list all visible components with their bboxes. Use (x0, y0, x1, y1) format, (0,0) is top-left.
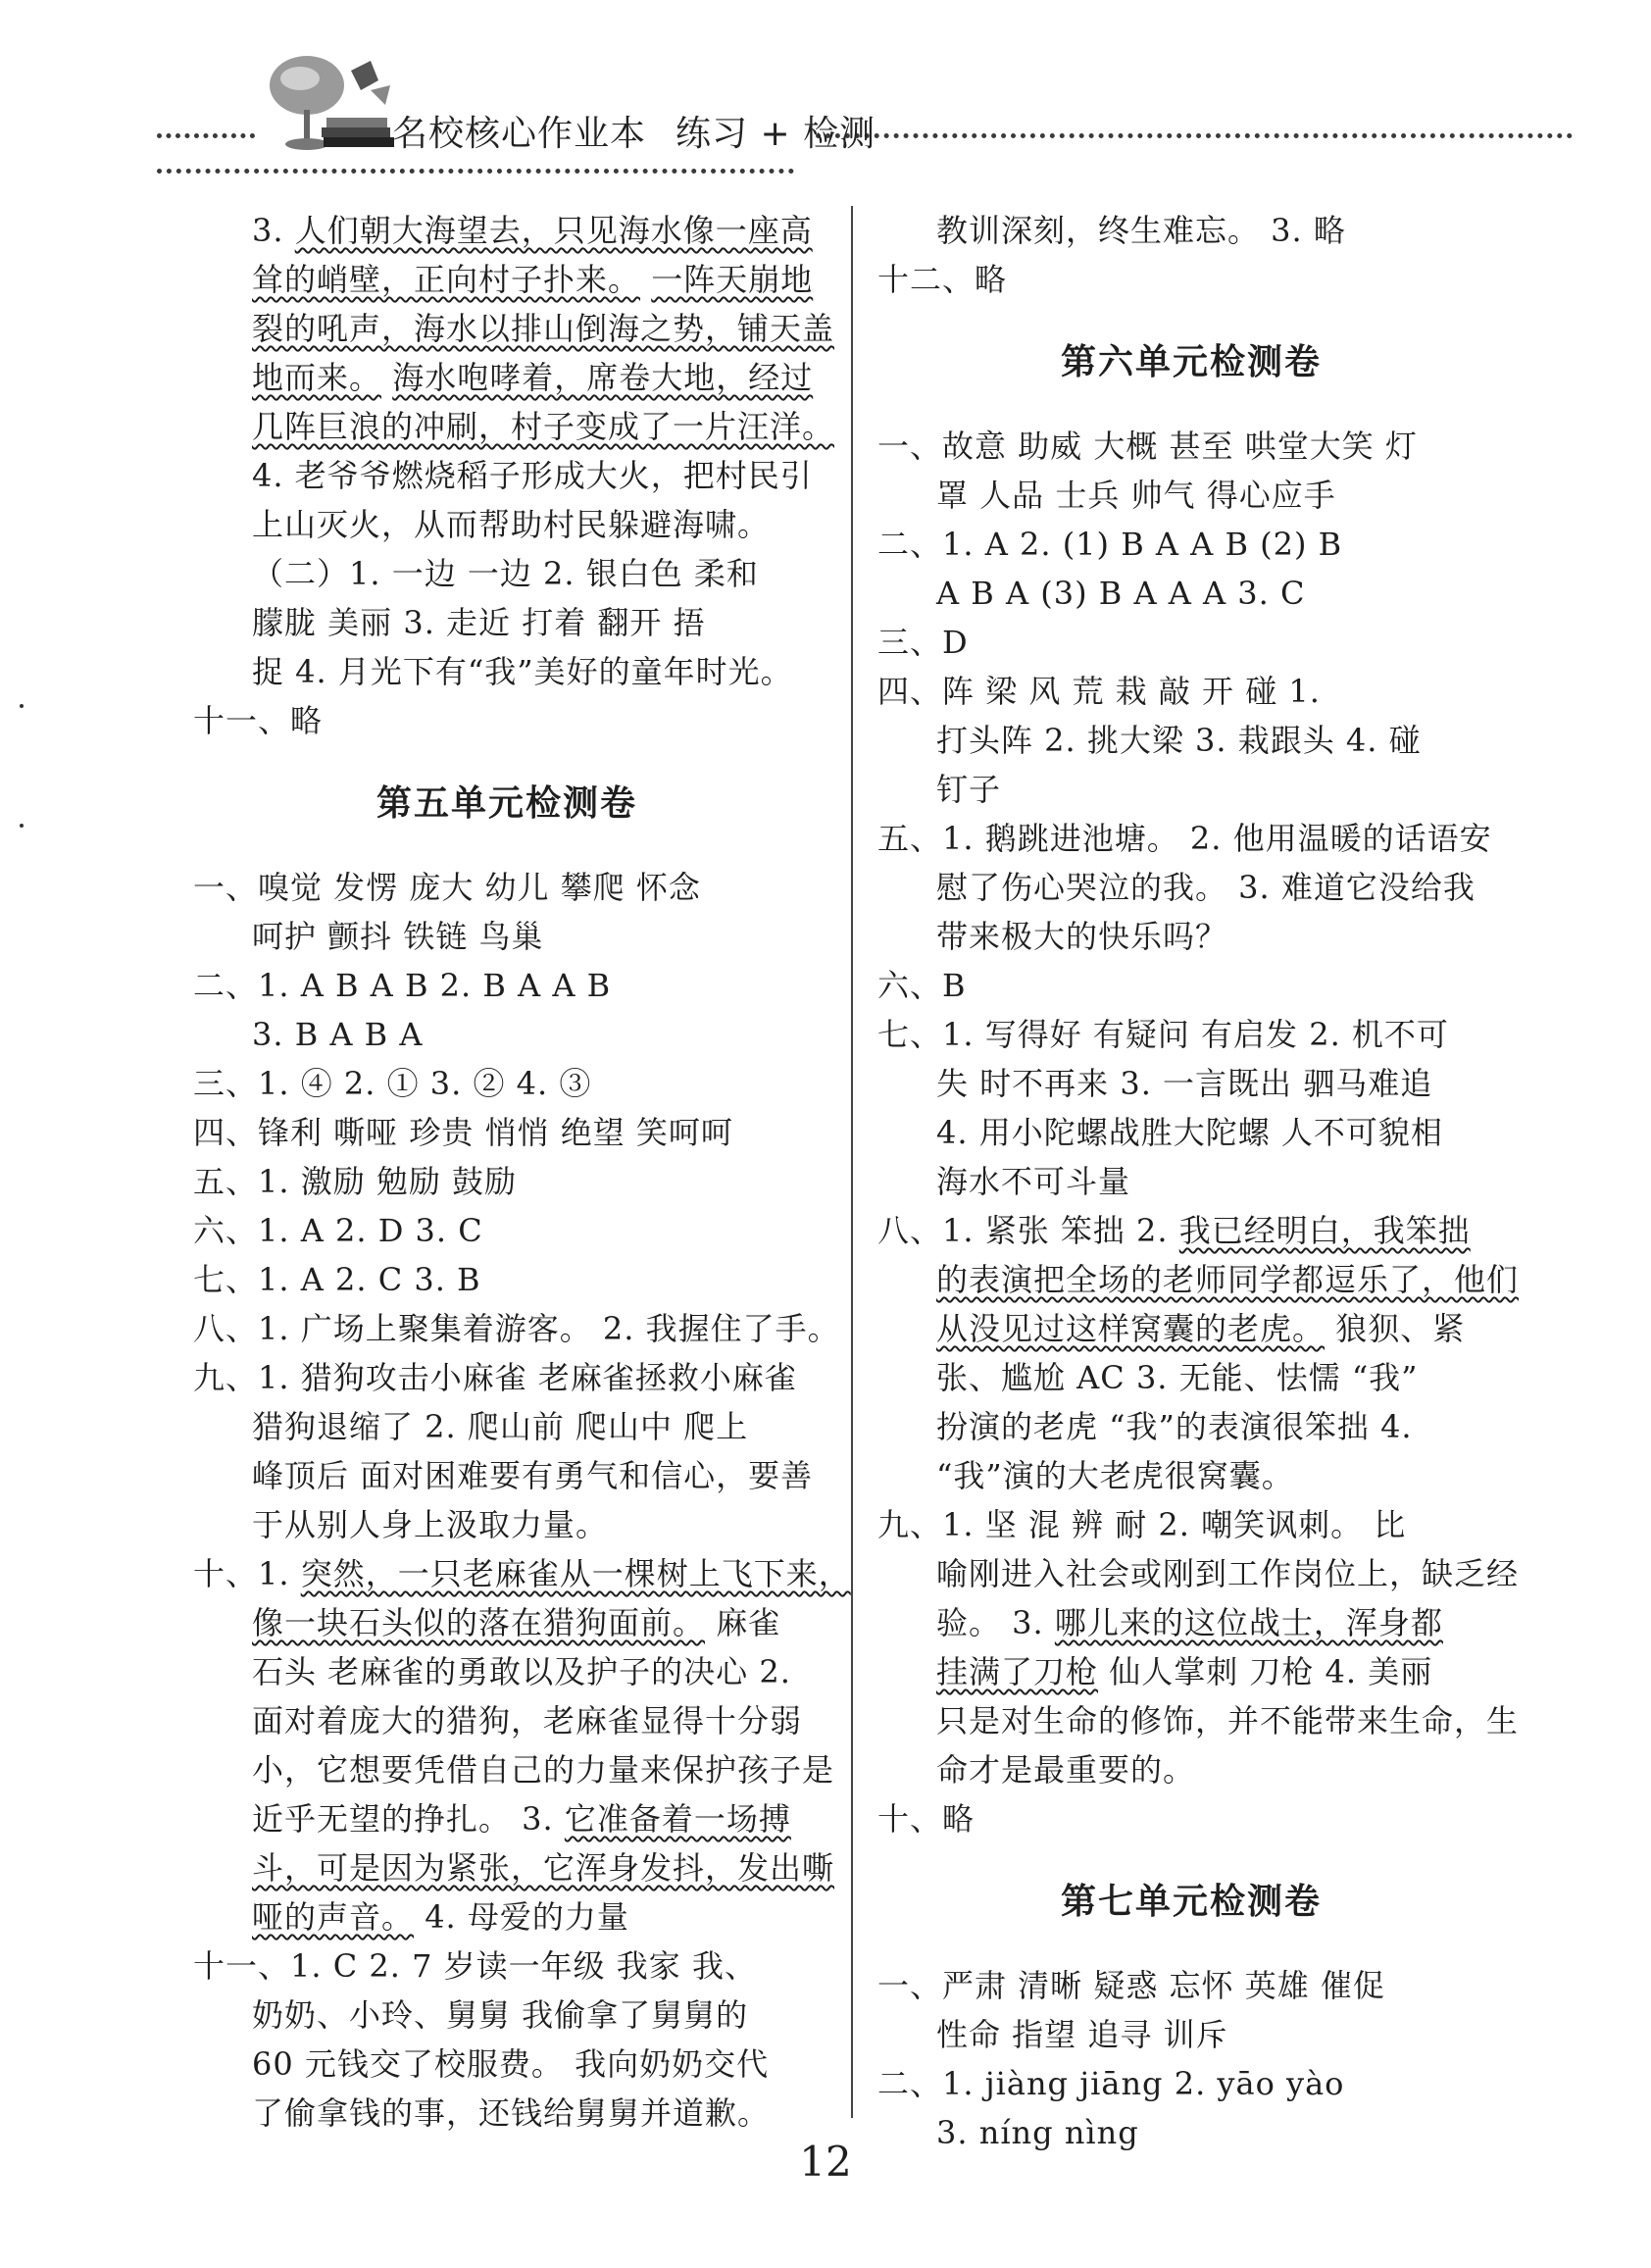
header-brand-title: 名校核心作业本 (392, 114, 647, 154)
text-segment: 罩 人品 士兵 帅气 得心应手 (936, 477, 1336, 514)
answer-line (193, 255, 821, 304)
text-segment: 八、1. 广场上聚集着游客。 2. 我握住了手。 (193, 1310, 840, 1347)
text-segment: 4. 用小陀螺战胜大陀螺 人不可貌相 (936, 1114, 1443, 1151)
text-segment: 五、1. 激励 勉励 鼓励 (193, 1163, 518, 1200)
text-segment: 十一、1. C 2. 7 岁读一年级 我家 我、 (193, 1947, 757, 1985)
text-segment: 七、1. A 2. C 3. B (193, 1261, 481, 1298)
answer-line (877, 716, 1505, 765)
underlined-text: 哪儿来的这位战士，浑身都 (1054, 1604, 1443, 1641)
underlined-text: 人们朝大海望去，只见海水像一座高 (294, 212, 813, 249)
text-segment: 朦胧 美丽 3. 走近 打着 翻开 捂 (252, 604, 706, 641)
text-segment: 九、1. 坚 混 辨 耐 2. 嘲笑讽刺。 比 (877, 1506, 1407, 1543)
answer-line (877, 1745, 1505, 1794)
left-column (193, 206, 851, 2138)
underlined-text: 像一块石头似的落在猎狗面前。 (252, 1604, 706, 1641)
answer-line (193, 1255, 821, 1304)
text-segment: 钉子 (936, 771, 1002, 808)
text-segment: 了偷拿钱的事，还钱给舅舅并道歉。 (252, 2094, 771, 2132)
right-column (877, 206, 1520, 2157)
answer-line (877, 1696, 1520, 1745)
text-segment: “我”演的大老虎很窝囊。 (936, 1457, 1294, 1494)
underlined-text: 斗，可是因为紧张，它浑身发抖，发出嘶 (252, 1849, 835, 1887)
text-segment: 一、嗅觉 发愣 庞大 幼儿 攀爬 怀念 (193, 869, 701, 906)
answer-line (877, 1402, 1505, 1451)
answer-line (193, 1696, 821, 1745)
header-dots-right (816, 133, 1573, 138)
text-segment: 60 元钱交了校服费。 我向奶奶交代 (252, 2045, 770, 2083)
answer-line (877, 1255, 1520, 1304)
answer-line (193, 696, 821, 745)
answer-line (193, 1402, 821, 1451)
answer-line (877, 1549, 1520, 1598)
section-title: 第七单元检测卷 (1060, 1882, 1322, 1922)
answer-line (877, 1108, 1505, 1157)
header-brand (392, 106, 905, 156)
answer-line (877, 206, 1505, 255)
text-segment: 二、1. jiàng jiāng 2. yāo yào (877, 2065, 1345, 2102)
text-segment: 六、1. A 2. D 3. C (193, 1212, 483, 1249)
text-segment: 仙人掌刺 刀枪 4. 美丽 (1098, 1653, 1433, 1690)
column-divider (851, 206, 853, 2118)
text-segment: （二）1. 一边 一边 2. 银白色 柔和 (252, 555, 759, 592)
text-segment: 捉 4. 月光下有“我”美好的童年时光。 (252, 653, 793, 690)
answer-line (877, 2059, 1505, 2108)
answer-line (193, 647, 821, 696)
answer-line (877, 1794, 1505, 1843)
text-segment: 3. B A B A (252, 1016, 424, 1053)
text-segment: 二、1. A B A B 2. B A A B (193, 967, 612, 1004)
answer-line (877, 1157, 1505, 1206)
text-segment: 十二、略 (877, 261, 1008, 298)
text-segment: 三、D (877, 624, 969, 661)
answer-line (193, 863, 821, 912)
text-segment (640, 261, 651, 298)
answer-line (877, 1206, 1505, 1255)
answer-line (877, 765, 1505, 814)
margin-mark (20, 824, 24, 828)
answer-line (877, 1451, 1505, 1500)
underlined-text: 地而来。 (252, 359, 382, 396)
text-segment: 4. 母爱的力量 (414, 1898, 629, 1936)
answer-line (193, 1598, 821, 1647)
answer-line (193, 2089, 821, 2138)
header-dots-bottom (157, 169, 794, 174)
underlined-text: 海水咆哮着，席卷大地，经过 (392, 359, 814, 396)
answer-line (193, 206, 821, 255)
answer-line (193, 912, 821, 961)
answer-line (877, 667, 1505, 716)
answer-line (877, 912, 1505, 961)
answer-line (193, 451, 821, 500)
answer-line (877, 2010, 1505, 2059)
text-segment: 峰顶后 面对困难要有勇气和信心，要善 (252, 1457, 814, 1494)
text-segment: 一、故意 助威 大概 甚至 哄堂大笑 灯 (877, 428, 1418, 465)
text-segment: 验。 3. (936, 1604, 1055, 1641)
answer-line (877, 569, 1505, 618)
text-segment: A B A (3) B A A A 3. C (936, 575, 1306, 612)
answer-line (193, 1304, 840, 1353)
underlined-text: 哑的声音。 (252, 1898, 415, 1936)
lamp-books-logo-icon (253, 51, 400, 159)
answer-line (193, 961, 821, 1010)
text-segment: 近乎无望的挣扎。 3. (252, 1800, 565, 1838)
text-segment: 扮演的老虎 “我”的表演很笨拙 4. (936, 1408, 1413, 1445)
header-brand-subtitle: 练习 + 检测 (675, 114, 876, 154)
answer-line (877, 1304, 1505, 1353)
text-segment: 十、略 (877, 1800, 976, 1838)
text-segment: 喻刚进入社会或刚到工作岗位上，缺乏经 (936, 1555, 1520, 1592)
text-segment: 八、1. 紧张 笨拙 2. (877, 1212, 1179, 1249)
text-segment: 打头阵 2. 挑大梁 3. 栽跟头 4. 碰 (936, 722, 1422, 759)
answer-line (193, 1991, 821, 2040)
answer-line (193, 1010, 821, 1059)
section-title: 第六单元检测卷 (1060, 342, 1322, 382)
answer-line (877, 1010, 1505, 1059)
answer-line (877, 1500, 1505, 1549)
answer-line (193, 1843, 835, 1892)
text-segment: 3. níng nìng (936, 2114, 1139, 2151)
text-segment: 四、阵 梁 风 荒 栽 敲 开 碰 1. (877, 673, 1321, 710)
text-segment: 四、锋利 嘶哑 珍贵 悄悄 绝望 笑呵呵 (193, 1114, 733, 1151)
answer-line (877, 1059, 1505, 1108)
text-segment: 小，它想要凭借自己的力量来保护孩子是 (252, 1751, 835, 1789)
text-segment: 石头 老麻雀的勇敢以及护子的决心 2. (252, 1653, 791, 1690)
answer-line (193, 1647, 821, 1696)
text-segment: 十一、略 (193, 702, 324, 739)
answer-line (193, 1794, 821, 1843)
text-segment (381, 359, 392, 396)
answer-line (193, 1353, 821, 1402)
answer-line (193, 1108, 821, 1157)
answer-line (193, 2040, 821, 2089)
answer-line (877, 863, 1505, 912)
text-segment: 只是对生命的修饰，并不能带来生命，生 (936, 1702, 1520, 1739)
text-segment: 于从别人身上汲取力量。 (252, 1506, 609, 1543)
underlined-text: 裂的吼声，海水以排山倒海之势，铺天盖 (252, 310, 835, 347)
text-segment: 4. 老爷爷燃烧稻子形成大火，把村民引 (252, 457, 813, 494)
answer-line (877, 471, 1505, 520)
underlined-text: 一阵天崩地 (651, 261, 814, 298)
answer-line (193, 1745, 835, 1794)
text-segment: 五、1. 鹅跳进池塘。 2. 他用温暖的话语安 (877, 820, 1492, 857)
text-segment: 命才是最重要的。 (936, 1751, 1196, 1789)
page-header (0, 0, 1651, 196)
text-segment: 教训深刻，终生难忘。 3. 略 (936, 212, 1346, 249)
underlined-text: 的表演把全场的老师同学都逗乐了，他们 (936, 1261, 1520, 1298)
answer-line (193, 353, 821, 402)
answer-line (877, 1961, 1505, 2010)
answer-line (877, 961, 1505, 1010)
answer-line (193, 304, 835, 353)
header-dots-left (157, 133, 255, 138)
answer-line (193, 1206, 821, 1255)
underlined-text: 突然，一只老麻雀从一棵树上飞下来， (300, 1555, 851, 1592)
answer-line (193, 1451, 821, 1500)
text-segment: 一、严肃 清晰 疑惑 忘怀 英雄 催促 (877, 1967, 1385, 2004)
answer-line (193, 402, 835, 451)
text-segment: 性命 指望 追寻 训斥 (936, 2016, 1228, 2053)
text-segment: 二、1. A 2. (1) B A A B (2) B (877, 526, 1343, 563)
underlined-text: 几阵巨浪的冲刷，村子变成了一片汪洋。 (252, 408, 835, 445)
text-segment: 十、1. (193, 1555, 301, 1592)
underlined-text: 从没见过这样窝囊的老虎。 (936, 1310, 1326, 1347)
section-title: 第五单元检测卷 (375, 783, 637, 824)
text-segment: 慰了伤心哭泣的我。 3. 难道它没给我 (936, 869, 1476, 906)
answer-line (193, 500, 821, 549)
text-segment: 上山灭火，从而帮助村民躲避海啸。 (252, 506, 771, 543)
text-segment: 六、B (877, 967, 967, 1004)
text-segment: 张、尴尬 AC 3. 无能、怯懦 “我” (936, 1359, 1419, 1396)
text-segment: 九、1. 猎狗攻击小麻雀 老麻雀拯救小麻雀 (193, 1359, 797, 1396)
text-segment: 麻雀 (705, 1604, 781, 1641)
text-segment: 失 时不再来 3. 一言既出 驷马难追 (936, 1065, 1433, 1102)
answer-line (877, 520, 1505, 569)
underlined-text: 耸的峭壁，正向村子扑来。 (252, 261, 641, 298)
text-segment: 猎狗退缩了 2. 爬山前 爬山中 爬上 (252, 1408, 749, 1445)
answer-line (877, 1353, 1505, 1402)
text-segment: 七、1. 写得好 有疑问 有启发 2. 机不可 (877, 1016, 1449, 1053)
answer-line (877, 1647, 1505, 1696)
answer-line (877, 1598, 1505, 1647)
answer-line (193, 1892, 821, 1941)
text-segment: 三、1. ④ 2. ① 3. ② 4. ③ (193, 1065, 592, 1102)
text-segment: 奶奶、小玲、舅舅 我偷拿了舅舅的 (252, 1996, 749, 2034)
underlined-text: 它准备着一场搏 (564, 1800, 791, 1838)
answer-line (877, 255, 1505, 304)
answer-line (877, 618, 1505, 667)
margin-mark (20, 704, 24, 708)
underlined-text: 挂满了刀枪 (936, 1653, 1099, 1690)
text-segment: 狼狈、紧 (1325, 1310, 1466, 1347)
answer-line (877, 814, 1505, 863)
text-segment: 海水不可斗量 (936, 1163, 1131, 1200)
text-segment: 呵护 颤抖 铁链 鸟巢 (252, 918, 544, 955)
answer-line (193, 1941, 821, 1991)
page-number: 12 (799, 2138, 852, 2186)
answer-line (877, 422, 1505, 471)
text-segment: 面对着庞大的猎狗，老麻雀显得十分弱 (252, 1702, 803, 1739)
text-segment: 3. (252, 212, 295, 249)
text-segment: 带来极大的快乐吗？ (936, 918, 1228, 955)
answer-line (193, 549, 821, 598)
answer-line (193, 1157, 821, 1206)
answer-line (193, 1059, 821, 1108)
underlined-text: 我已经明白，我笨拙 (1178, 1212, 1471, 1249)
answer-line (193, 1549, 851, 1598)
answer-line (193, 1500, 821, 1549)
answer-line (193, 598, 821, 647)
